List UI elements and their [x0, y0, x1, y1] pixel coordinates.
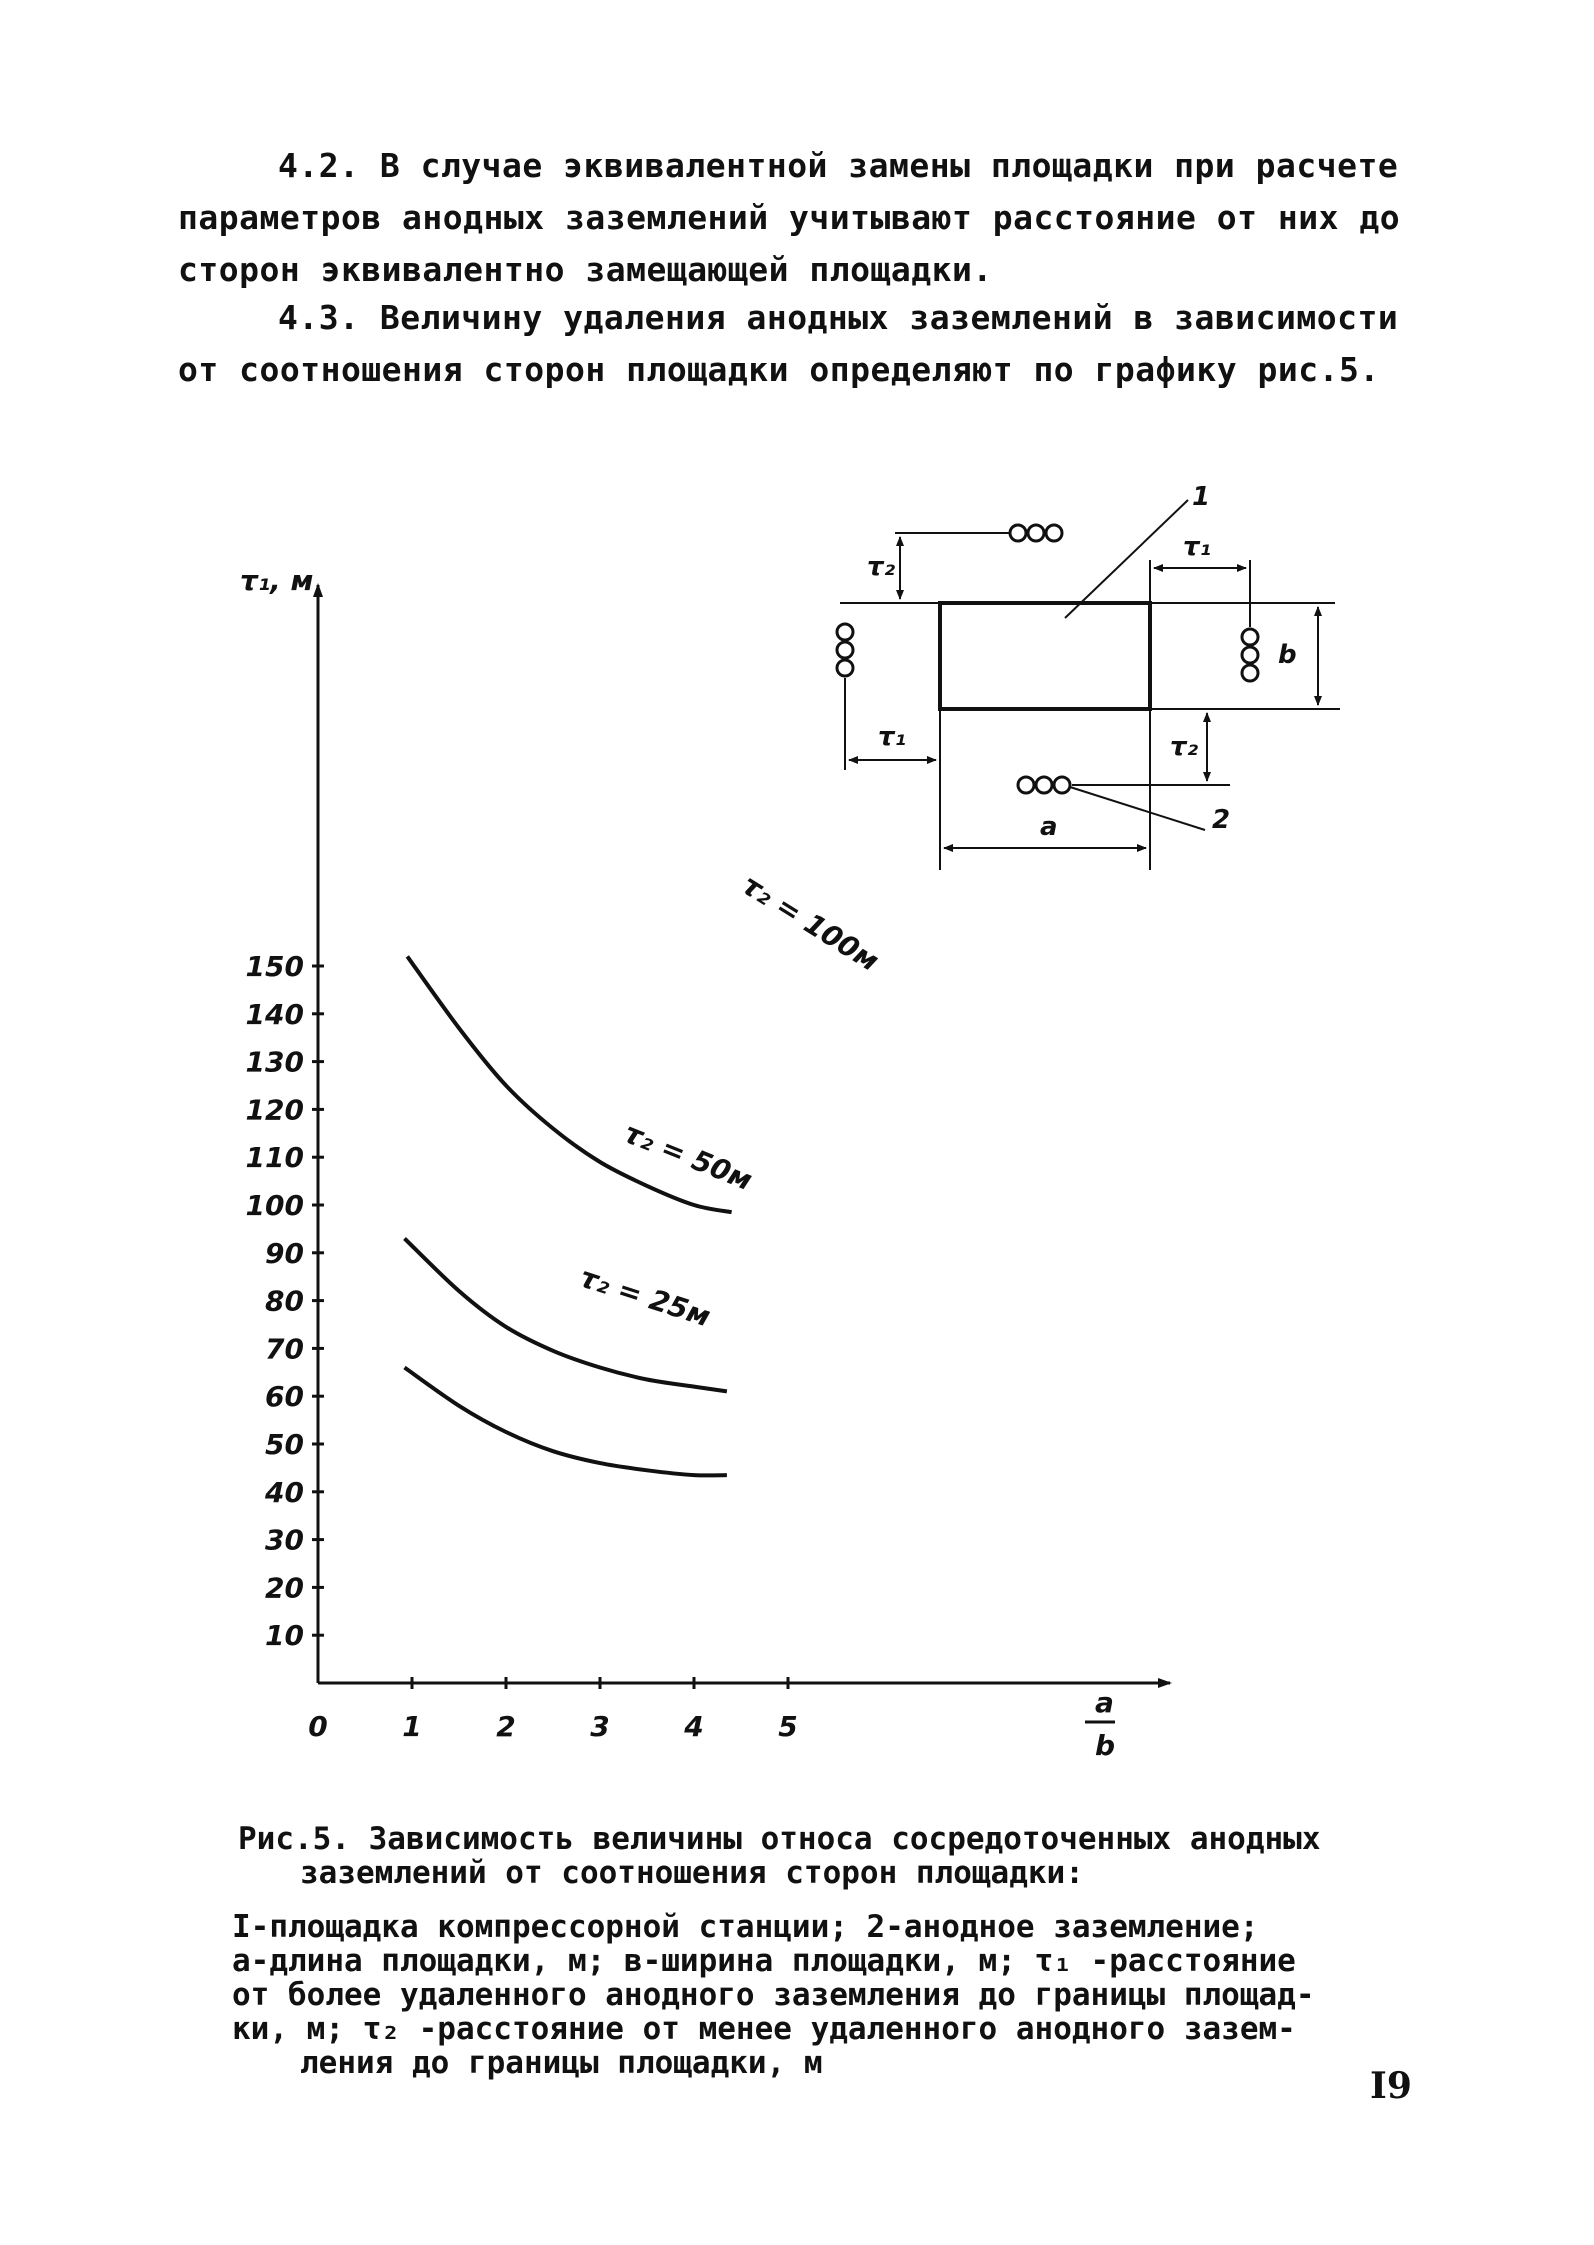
y-tick-label: 90	[265, 1236, 304, 1270]
text-line: параметров анодных заземлений учитывают расстояние от них до	[178, 198, 1401, 237]
x-tick-label: 0	[308, 1710, 328, 1743]
y-tick-label: 110	[245, 1141, 304, 1175]
site-rectangle	[940, 603, 1150, 709]
x-tick-label: 1	[402, 1710, 422, 1743]
text-line: от соотношения сторон площадки определяют по графику рис.5.	[178, 350, 1380, 389]
curve-label-tau2-25: τ₂ = 25м	[575, 1260, 715, 1334]
label-2: 2	[1212, 805, 1231, 835]
caption-line: а-длина площадки, м; в-ширина площадки, м; τ₁ -расстояние	[232, 1943, 1296, 1979]
x-tick-label: 5	[778, 1710, 798, 1743]
caption-line: I-площадка компрессорной станции; 2-анодное заземление;	[232, 1909, 1259, 1945]
b-label: b	[1278, 640, 1297, 670]
y-tick-label: 50	[265, 1428, 304, 1461]
y-tick-label: 70	[265, 1332, 304, 1366]
text-line: 4.2. В случае эквивалентной замены площадки при расчете	[278, 146, 1399, 185]
a-label: a	[1040, 812, 1058, 842]
anode-group-top	[1010, 525, 1062, 541]
x-axis-title-numerator: a	[1095, 1686, 1114, 1719]
y-tick-label: 150	[245, 950, 304, 983]
y-ticks	[246, 950, 324, 1652]
curve-series-0	[407, 956, 731, 1212]
anode-group-left	[837, 624, 853, 676]
text-line: сторон эквивалентно замещающей площадки.	[178, 250, 993, 289]
label-2-leader	[1070, 787, 1205, 830]
curve-label-tau2-100: τ₂ = 100м	[736, 867, 885, 978]
x-tick-label: 4	[684, 1710, 704, 1743]
y-tick-label: 120	[245, 1093, 304, 1127]
tau2-bottom-label: τ₂	[1170, 732, 1198, 762]
page-number: I9	[1370, 2065, 1412, 2107]
caption-line: ления до границы площадки, м	[300, 2045, 823, 2081]
anode-group-bottom	[1018, 777, 1070, 793]
text-line: 4.3. Величину удаления анодных заземлений в зависимости	[278, 298, 1399, 337]
y-tick-label: 40	[265, 1475, 304, 1509]
tau1-right-label: τ₁	[1183, 532, 1211, 562]
curve-label-tau2-50: τ₂ = 50м	[619, 1115, 757, 1198]
caption-line: Рис.5. Зависимость величины относа сосредоточенных анодных	[238, 1821, 1321, 1857]
figure-caption-title	[232, 1822, 1452, 1890]
label-1: 1	[1192, 482, 1211, 512]
tau2-top-label: τ₂	[867, 552, 895, 582]
y-tick-label: 10	[265, 1619, 304, 1653]
x-ticks	[308, 1677, 797, 1743]
y-tick-label: 130	[245, 1045, 304, 1079]
caption-line: ки, м; τ₂ -расстояние от менее удаленного анодного зазем-	[232, 2011, 1296, 2047]
y-axis-title: τ₁, м	[240, 564, 314, 597]
label-1-leader	[1065, 500, 1188, 618]
curves	[405, 956, 732, 1475]
y-tick-label: 100	[245, 1189, 304, 1222]
inset-diagram	[837, 482, 1340, 870]
tau1-left-label: τ₁	[878, 722, 906, 752]
anode-group-right	[1242, 629, 1258, 681]
y-tick-label: 20	[265, 1571, 304, 1605]
x-axis-title-denominator: b	[1095, 1729, 1116, 1762]
y-tick-label: 60	[265, 1380, 304, 1414]
y-tick-label: 80	[265, 1284, 304, 1318]
caption-line: заземлений от соотношения сторон площадки:	[300, 1855, 1084, 1891]
figure-caption-legend	[232, 1910, 1452, 2080]
y-tick-label: 140	[245, 997, 304, 1031]
chart	[240, 564, 1170, 1762]
x-tick-label: 3	[590, 1710, 610, 1743]
y-tick-label: 30	[265, 1523, 304, 1557]
x-tick-label: 2	[496, 1710, 516, 1743]
caption-line: от более удаленного анодного заземления до границы площад-	[232, 1977, 1315, 2013]
